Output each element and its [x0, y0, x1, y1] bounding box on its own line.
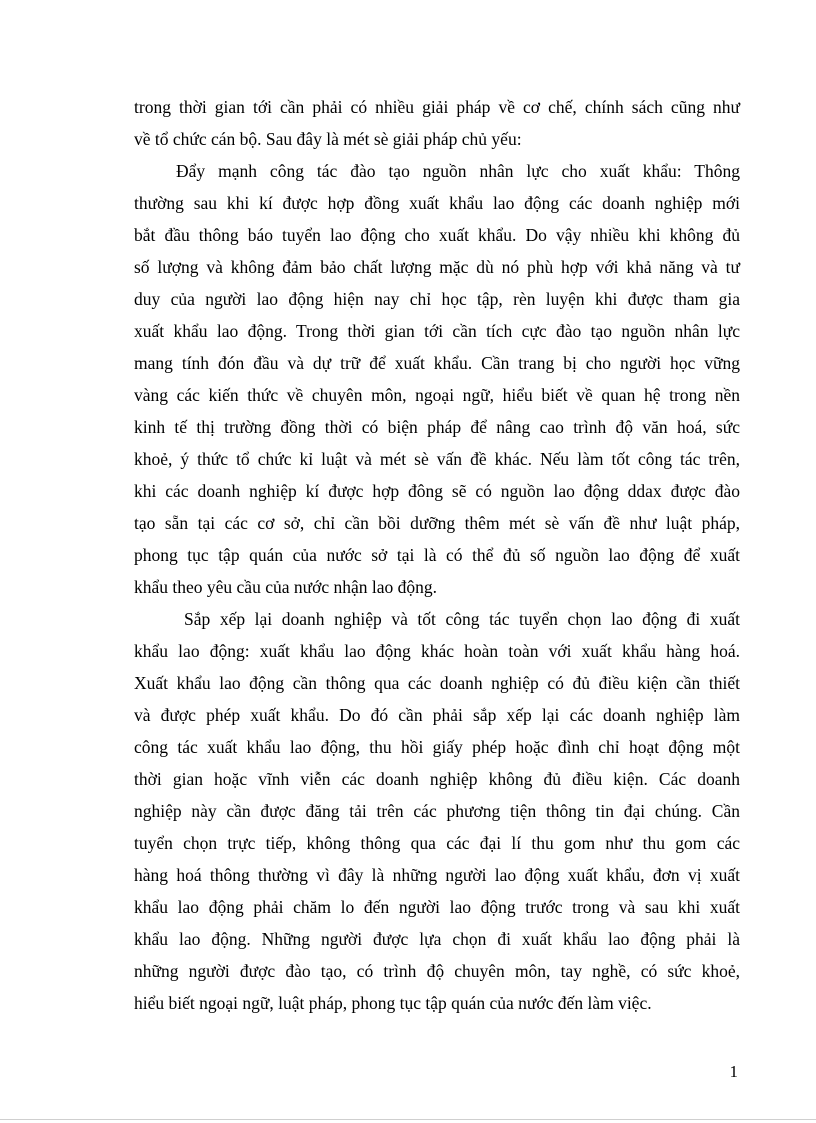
- page-bottom-rule: [0, 1119, 816, 1120]
- text-line: Sắp xếp lại doanh nghiệp và tốt công tác tuyển chọn lao động đi xuất: [184, 609, 740, 629]
- text-line: số lượng và không đảm bảo chất lượng mặc dù nó phù hợp với khả năng và tư: [134, 257, 740, 277]
- text-line: thường sau khi kí được hợp đồng xuất khẩu lao động các doanh nghiệp mới: [134, 193, 740, 213]
- text-line: những người được đào tạo, có trình độ chuyên môn, tay nghề, có sức khoẻ,: [134, 961, 740, 981]
- text-line: tuyển chọn trực tiếp, không thông qua các đại lí thu gom như thu gom các: [134, 833, 740, 853]
- text-line: mang tính đón đầu và dự trữ để xuất khẩu. Cần trang bị cho người học vững: [134, 353, 740, 373]
- text-line: bắt đầu thông báo tuyển lao động cho xuất khẩu. Do vậy nhiều khi không đủ: [134, 225, 740, 245]
- text-line: khẩu lao động: xuất khẩu lao động khác hoàn toàn với xuất khẩu hàng hoá.: [134, 641, 740, 661]
- text-line: khẩu lao động. Những người được lựa chọn đi xuất khẩu lao động phải là: [134, 929, 740, 949]
- text-line: Đẩy mạnh công tác đào tạo nguồn nhân lực cho xuất khẩu: Thông: [176, 161, 740, 181]
- text-line: trong thời gian tới cần phải có nhiều giải pháp về cơ chế, chính sách cũng như: [134, 97, 740, 117]
- text-line: khi các doanh nghiệp kí được hợp đông sẽ có nguồn lao động ddax được đào: [134, 481, 740, 501]
- text-line: kinh tế thị trường đồng thời có biện pháp để nâng cao trình độ văn hoá, sức: [134, 417, 740, 437]
- page-number: 1: [729, 1062, 738, 1081]
- text-line: khẩu lao động phải chăm lo đến người lao động trước trong và sau khi xuất: [134, 897, 740, 917]
- text-line: hiểu biết ngoại ngữ, luật pháp, phong tục tập quán của nước đến làm việc.: [134, 993, 652, 1013]
- text-line: Xuất khẩu lao động cần thông qua các doanh nghiệp có đủ điều kiện cần thiết: [134, 673, 740, 693]
- text-line: tạo sẵn tại các cơ sở, chỉ cần bồi dưỡng thêm mét sè vấn đề như luật pháp,: [134, 513, 740, 533]
- text-line: khoẻ, ý thức tổ chức kỉ luật và mét sè vấn đề khác. Nếu làm tốt công tác trên,: [134, 449, 740, 469]
- text-line: và được phép xuất khẩu. Do đó cần phải sắp xếp lại các doanh nghiệp làm: [134, 705, 740, 725]
- text-line: thời gian hoặc vĩnh viễn các doanh nghiệp không đủ điều kiện. Các doanh: [134, 769, 740, 789]
- text-line: xuất khẩu lao động. Trong thời gian tới cần tích cực đào tạo nguồn nhân lực: [134, 321, 740, 341]
- body-text: [134, 91, 740, 1019]
- text-line: hàng hoá thông thường vì đây là những người lao động xuất khẩu, đơn vị xuất: [134, 865, 740, 885]
- text-line: duy của người lao động hiện nay chỉ học tập, rèn luyện khi được tham gia: [134, 289, 740, 309]
- text-line: công tác xuất khẩu lao động, thu hồi giấy phép hoặc đình chỉ hoạt động một: [134, 737, 740, 757]
- text-line: phong tục tập quán của nước sở tại là có thể đủ số nguồn lao động để xuất: [134, 545, 740, 565]
- text-line: nghiệp này cần được đăng tải trên các phương tiện thông tin đại chúng. Cần: [134, 801, 740, 821]
- text-line: về tổ chức cán bộ. Sau đây là mét sè giải pháp chủ yếu:: [134, 129, 522, 149]
- text-line: khẩu theo yêu cầu của nước nhận lao động.: [134, 577, 438, 597]
- text-line: vàng các kiến thức về chuyên môn, ngoại ngữ, hiểu biết về quan hệ trong nền: [134, 385, 740, 405]
